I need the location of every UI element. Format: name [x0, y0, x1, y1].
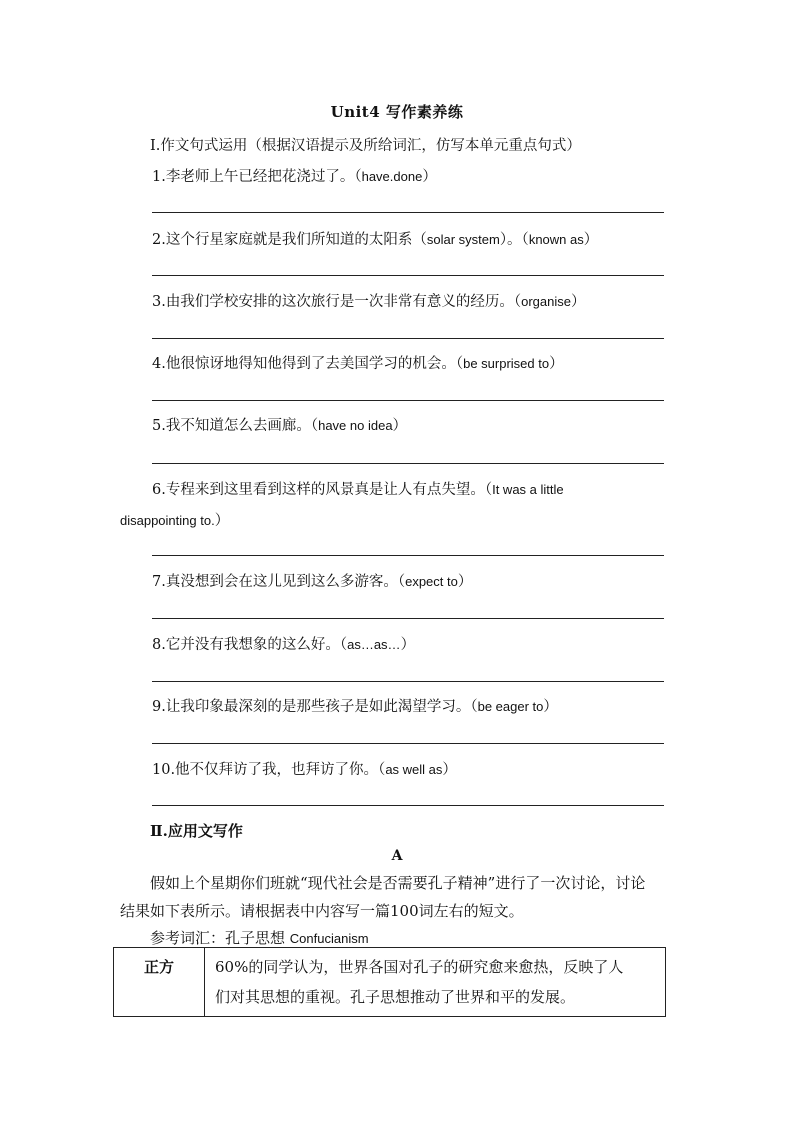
question-6-hint: It was a little [492, 482, 564, 497]
page-title: Unit4 写作素养练 [330, 103, 464, 121]
question-1-text: 1.李老师上午已经把花浇过了。（ [152, 169, 362, 185]
question-2 [152, 228, 598, 249]
opinion-table [113, 947, 666, 1017]
question-9-hint: be eager to [477, 699, 544, 714]
question-7-hint: expect to [405, 574, 458, 589]
side-cell: 正方 [114, 948, 205, 1017]
question-6 [152, 478, 564, 499]
question-10-close: ） [442, 762, 457, 778]
question-1-hint: have.done [361, 169, 423, 184]
question-7-close: ） [457, 574, 473, 590]
answer-line-6[interactable] [152, 555, 664, 556]
question-3-close: ） [570, 294, 586, 310]
question-3 [152, 290, 585, 311]
question-9-close: ） [543, 699, 558, 715]
question-2-mid: ）。（ [499, 232, 529, 248]
question-2-hint2: known as [528, 232, 584, 247]
section2-subheading: A [391, 848, 403, 864]
question-9 [152, 695, 558, 716]
question-9-text: 9.让我印象最深刻的是那些孩子是如此渴望学习。（ [152, 699, 478, 715]
question-4-text: 4.他很惊讶地得知他得到了去美国学习的机会。（ [152, 356, 464, 372]
question-6-text: 6.专程来到这里看到这样的风景真是让人有点失望。（ [152, 482, 493, 498]
question-4-hint: be surprised to [463, 356, 550, 371]
answer-line-5[interactable] [152, 463, 664, 464]
question-1 [152, 165, 437, 186]
question-7-text: 7.真没想到会在这儿见到这么多游客。（ [152, 574, 406, 590]
vocab-label: 参考词汇：孔子思想 [150, 929, 290, 947]
answer-line-9[interactable] [152, 743, 664, 744]
question-5-hint: have no idea [318, 418, 393, 433]
question-4 [152, 352, 564, 373]
question-7 [152, 570, 472, 591]
question-2-text: 2.这个行星家庭就是我们所知道的太阳系（ [152, 232, 427, 248]
question-2-hint: solar system [426, 232, 500, 247]
content-line-2: 们对其思想的重视。孔子思想推动了世界和平的发展。 [215, 988, 576, 1006]
question-6-hint-cont: disappointing to. [120, 513, 215, 528]
answer-line-2[interactable] [152, 275, 664, 276]
question-8 [152, 633, 415, 654]
question-8-close: ） [400, 637, 416, 653]
question-6-line2 [120, 509, 229, 530]
section2-heading: Ⅱ.应用文写作 [150, 822, 243, 840]
content-cell [205, 948, 666, 1017]
question-5-text: 5.我不知道怎么去画廊。（ [152, 418, 319, 434]
answer-line-10[interactable] [152, 805, 664, 806]
content-line-1: 60%的同学认为，世界各国对孔子的研究愈来愈热，反映了人 [215, 958, 624, 976]
vocab-english: Confucianism [289, 931, 369, 946]
question-10 [152, 758, 457, 779]
answer-line-3[interactable] [152, 338, 664, 339]
answer-line-1[interactable] [152, 212, 664, 213]
answer-line-7[interactable] [152, 618, 664, 619]
vocab-line [150, 927, 369, 948]
prompt-line-2: 结果如下表所示。请根据表中内容写一篇100词左右的短文。 [120, 902, 524, 920]
prompt-line-1: 假如上个星期你们班就“现代社会是否需要孔子精神”进行了一次讨论，讨论 [150, 874, 646, 892]
question-5 [152, 414, 407, 435]
question-10-text: 10.他不仅拜访了我，也拜访了你。（ [152, 762, 386, 778]
answer-line-8[interactable] [152, 681, 664, 682]
question-8-text: 8.它并没有我想象的这么好。（ [152, 637, 348, 653]
question-6-close: ） [214, 513, 230, 529]
question-1-close: ） [422, 169, 437, 185]
question-2-close: ） [583, 232, 599, 248]
answer-line-4[interactable] [152, 400, 664, 401]
table-row [114, 948, 666, 1017]
question-5-close: ） [392, 418, 408, 434]
question-4-close: ） [549, 356, 564, 372]
section1-heading: Ⅰ.作文句式运用（根据汉语提示及所给词汇，仿写本单元重点句式） [150, 138, 581, 154]
question-3-hint: organise [521, 294, 571, 309]
question-10-hint: as well as [385, 762, 443, 777]
question-8-hint: as…as… [347, 637, 401, 652]
question-3-text: 3.由我们学校安排的这次旅行是一次非常有意义的经历。（ [152, 294, 522, 310]
